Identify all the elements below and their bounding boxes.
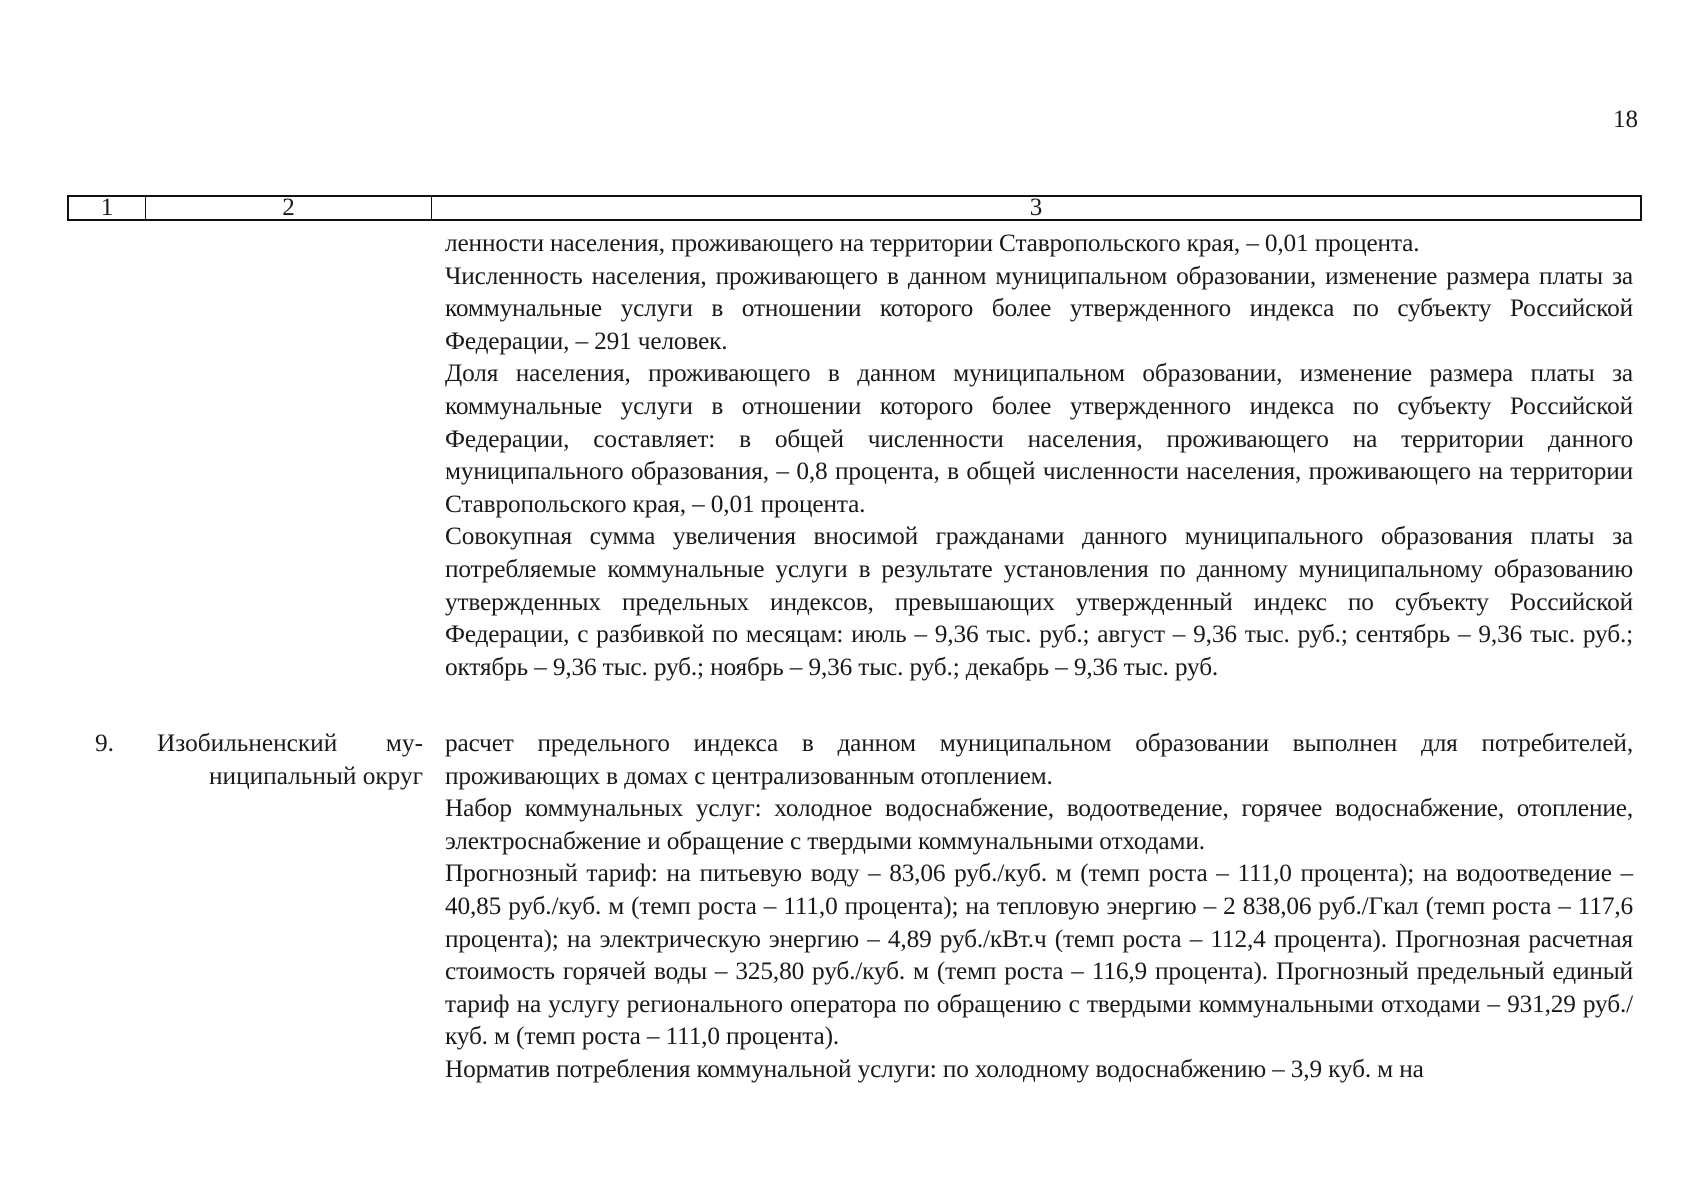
municipality-name — [157, 727, 423, 792]
row-text-block — [445, 727, 1633, 1086]
municipality-name-line1: Изобильненский му- — [157, 729, 423, 757]
paragraph: ленности населения, проживающего на территории Ставропольского края, – 0,01 процента. — [445, 229, 1420, 257]
page-number: 18 — [1613, 106, 1638, 133]
paragraph: Численность населения, проживающего в данном муниципальном образовании, изменение размера платы за коммунальные услуги в отношении которого более утвержденного индекса по субъекту Российской Федерации, – 291 человек. — [445, 261, 1633, 355]
municipality-name-line2: ниципальный округ — [209, 761, 423, 790]
table-header-col1: 1 — [69, 197, 146, 219]
table-header-col3: 3 — [1029, 194, 1043, 221]
paragraph: Норматив потребления коммунальной услуги: по холодному водоснабжению – 3,9 куб. м на — [445, 1054, 1424, 1083]
paragraph: Доля населения, проживающего в данном муниципальном образовании, изменение размера платы за коммунальные услуги в отношении которого более утвержденного индекса по субъекту Российской Федерации, составляет: в общей численности населения, проживающего на территории данного муниципального образования, – 0,8 процента, в общей численности населения, проживающего на территории Ставропольского края, – 0,01 процента. — [445, 359, 1633, 518]
paragraph: Совокупная сумма увеличения вносимой гражданами данного муниципального образования платы за потребляемые коммунальные услуги в результате установления по данному муниципальному образованию утвержденных предельных индексов, превышающих утвержденный индекс по субъекту Российской Федерации, с разбивкой по месяцам: июль – 9,36 тыс. руб.; август – 9,36 тыс. руб.; сентябрь – 9,36 тыс. руб.; октябрь – 9,36 тыс. руб.; ноябрь – 9,36 тыс. руб.; декабрь – 9,36 тыс. руб. — [445, 522, 1633, 681]
continuation-text-block — [445, 227, 1633, 683]
paragraph: расчет предельного индекса в данном муниципальном образовании выполнен для потребителей, проживающих в домах с централизованным отоплением. — [445, 729, 1633, 790]
table-header-col2: 2 — [146, 197, 432, 219]
paragraph: Набор коммунальных услуг: холодное водоснабжение, водоотведение, горячее водоснабжение, отопление, электроснабжение и обращение с твердыми коммунальными отходами. — [445, 794, 1633, 855]
paragraph: Прогнозный тариф: на питьевую воду – 83,06 руб./куб. м (темп роста – 111,0 процента); на водоотведение – 40,85 руб./куб. м (темп роста – 111,0 процента); на тепловую энергию – 2 838,06 руб./Гкал (темп роста – 117,6 процента); на электрическую энергию – 4,89 руб./кВт.ч (темп роста – 112,4 процента). Прогнозная расчетная стоимость горячей воды – 325,80 руб./куб. м (темп роста – 116,9 процента). Прогнозный предельный единый тариф на услугу регионального оператора по обращению с твердыми коммунальными отходами – 931,29 руб./куб. м (темп роста – 111,0 процента). — [445, 859, 1633, 1051]
row-number: 9. — [95, 729, 114, 757]
table-header-row — [67, 195, 1642, 221]
